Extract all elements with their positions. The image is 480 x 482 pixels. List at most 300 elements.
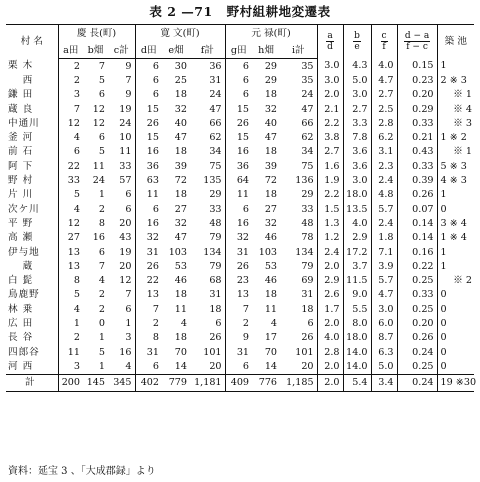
village-name: 河 西 — [8, 360, 34, 372]
table-cell: 79 — [209, 232, 222, 244]
table-cell: 6 — [225, 359, 252, 374]
table-cell: 20 — [119, 260, 132, 272]
table-cell: 136 — [295, 175, 314, 187]
table-cell: 18 — [264, 189, 278, 201]
table-cell: 2.6 — [317, 288, 343, 302]
header-i-total: i計 — [280, 42, 317, 59]
header-h-field: h畑 — [252, 42, 280, 59]
pond-cell: ※ 1 — [437, 88, 474, 102]
table-cell: 43 — [119, 232, 132, 244]
table-cell: 47 — [174, 132, 188, 144]
table-cell: 31 — [209, 289, 222, 301]
table-cell: 7.8 — [343, 130, 371, 144]
table-cell: 32 — [174, 103, 188, 115]
table-cell: 0.26 — [397, 331, 437, 345]
table-cell: 57 — [119, 175, 132, 187]
table-cell: 1 — [125, 317, 132, 329]
table-cell: 53 — [264, 260, 278, 272]
header-keicho: 慶 長(町) — [58, 25, 135, 43]
pond-cell: 0 — [437, 316, 474, 330]
village-name: 釜 河 — [8, 132, 34, 144]
table-cell: 31 — [225, 345, 252, 359]
table-cell: 6 — [225, 73, 252, 87]
table-cell: 22 — [58, 159, 83, 173]
village-name: 蔵 良 — [8, 103, 34, 115]
table-cell: 134 — [203, 246, 222, 258]
table-cell: 0.14 — [397, 216, 437, 230]
table-cell: 75 — [301, 160, 314, 172]
table-cell: 200 — [58, 374, 83, 391]
table-cell: 6 — [135, 88, 162, 102]
table-cell: 7 — [98, 260, 105, 272]
table-cell: 13 — [58, 259, 83, 273]
table-cell: 24 — [92, 175, 105, 187]
table-cell: 6 — [135, 73, 162, 87]
table-cell: 0.25 — [397, 273, 437, 287]
table-cell: 145 — [83, 374, 108, 391]
table-cell: 103 — [258, 246, 278, 258]
village-name: 鳥鹿野 — [8, 289, 40, 301]
table-cell: 31 — [225, 245, 252, 259]
table-cell: 6.2 — [371, 130, 397, 144]
table-cell: 3.0 — [343, 173, 371, 187]
table-cell: 0.25 — [397, 359, 437, 374]
table-cell: 64 — [225, 173, 252, 187]
table-cell: 7 — [225, 302, 252, 316]
table-cell: 2.5 — [371, 102, 397, 116]
table-title — [0, 2, 480, 20]
pond-cell: 5 ※ 3 — [437, 159, 474, 173]
pond-cell: 1 ※ 4 — [437, 231, 474, 245]
table-cell: 18 — [264, 289, 278, 301]
table-cell: 26 — [225, 259, 252, 273]
table-cell: 11 — [225, 188, 252, 202]
table-cell: 1.7 — [317, 302, 343, 316]
table-cell: 0.21 — [397, 130, 437, 144]
table-cell: 31 — [209, 74, 222, 86]
table-cell: 18 — [174, 289, 188, 301]
table-cell: 14 — [174, 360, 188, 372]
table-cell: 31 — [135, 245, 162, 259]
table-cell: 5 — [58, 188, 83, 202]
village-name: 片 川 — [8, 189, 34, 201]
table-cell: 18 — [174, 332, 188, 344]
source-note: 資料：延宝 3 、「大成郡録」より — [8, 466, 156, 477]
table-cell: 3 — [58, 88, 83, 102]
table-cell: 6 — [225, 88, 252, 102]
table-row — [6, 359, 474, 374]
table-cell: 3.7 — [343, 259, 371, 273]
pond-cell: 19 ※30 — [437, 374, 474, 391]
table-cell: 5.0 — [371, 359, 397, 374]
table-cell: 18 — [301, 303, 314, 315]
table-cell: 29 — [301, 189, 314, 201]
table-cell: 53 — [174, 260, 188, 272]
table-cell: 4.0 — [371, 59, 397, 74]
table-cell: 1 — [98, 189, 105, 201]
table-cell: 23 — [225, 273, 252, 287]
table-cell: 0.33 — [397, 159, 437, 173]
table-cell: 2.9 — [343, 231, 371, 245]
table-cell: 779 — [162, 374, 190, 391]
table-cell: 18.0 — [343, 331, 371, 345]
table-cell: 47 — [264, 132, 278, 144]
pond-cell: 1 — [437, 59, 474, 74]
table-cell: 18 — [174, 189, 188, 201]
table-row — [6, 188, 474, 202]
table-cell: 3 — [125, 332, 132, 344]
table-cell: 5.4 — [343, 374, 371, 391]
pond-cell: ※ 3 — [437, 116, 474, 130]
village-name: 高 瀬 — [8, 232, 34, 244]
table-row — [6, 216, 474, 230]
table-cell: 47 — [301, 103, 314, 115]
table-cell: 46 — [264, 232, 278, 244]
table-cell: 30 — [174, 60, 188, 72]
table-row — [6, 173, 474, 187]
table-cell: 0.43 — [397, 145, 437, 159]
table-cell: 5.0 — [343, 73, 371, 87]
table-cell: 26 — [301, 332, 314, 344]
header-ratio-ad: $\frac{a}{d}$ — [317, 25, 343, 59]
table-row — [6, 59, 474, 74]
table-cell: 32 — [264, 217, 278, 229]
table-cell: 17 — [264, 332, 278, 344]
table-cell: 70 — [264, 346, 278, 358]
table-row — [6, 316, 474, 330]
table-cell: 3.6 — [343, 145, 371, 159]
header-kanbun: 寛 文(町) — [135, 25, 225, 43]
table-cell: 5.5 — [343, 302, 371, 316]
table-cell: 27 — [58, 231, 83, 245]
table-cell: 2.9 — [317, 273, 343, 287]
table-cell: 4 — [58, 130, 83, 144]
table-cell: 14 — [264, 360, 278, 372]
table-cell: 2.0 — [317, 88, 343, 102]
table-cell: 6 — [135, 359, 162, 374]
table-cell: 2.7 — [371, 88, 397, 102]
table-cell: 5 — [98, 74, 105, 86]
table-cell: 7 — [125, 289, 132, 301]
header-e-field: e畑 — [162, 42, 190, 59]
table-cell: 79 — [209, 260, 222, 272]
table-cell: 24 — [119, 117, 132, 129]
table-cell: 2 — [98, 303, 105, 315]
table-cell: 6 — [135, 202, 162, 216]
table-cell: 6 — [225, 59, 252, 74]
table-row — [6, 345, 474, 359]
table-cell: 1.3 — [317, 216, 343, 230]
table-cell: 3.4 — [371, 374, 397, 391]
table-cell: 101 — [203, 346, 222, 358]
table-cell: 3.1 — [371, 145, 397, 159]
table-cell: 33 — [58, 173, 83, 187]
table-cell: 35 — [301, 60, 314, 72]
header-c-total: c計 — [108, 42, 135, 59]
table-row — [6, 302, 474, 316]
table-cell: 34 — [301, 146, 314, 158]
table-cell: 26 — [135, 116, 162, 130]
table-cell: 75 — [209, 160, 222, 172]
table-cell: 26 — [135, 259, 162, 273]
table-cell: 33 — [301, 203, 314, 215]
village-name: 前 石 — [8, 146, 34, 158]
table-cell: 0.25 — [397, 302, 437, 316]
table-cell: 5.7 — [371, 273, 397, 287]
table-cell: 2.1 — [317, 102, 343, 116]
table-cell: 2 — [135, 316, 162, 330]
table-cell: 4.3 — [343, 59, 371, 74]
table-cell: 2 — [98, 203, 105, 215]
table-cell: 4 — [98, 275, 105, 287]
table-cell: 32 — [174, 217, 188, 229]
table-cell: 46 — [174, 275, 188, 287]
table-cell: 0.20 — [397, 88, 437, 102]
table-cell: 8.7 — [371, 331, 397, 345]
table-cell: 11 — [58, 345, 83, 359]
table-cell: 11 — [174, 303, 188, 315]
table-cell: 1.2 — [317, 231, 343, 245]
table-cell: 12 — [92, 117, 105, 129]
table-cell: 40 — [174, 117, 188, 129]
table-cell: 32 — [135, 231, 162, 245]
table-cell: 13 — [225, 288, 252, 302]
table-cell: 19 — [119, 246, 132, 258]
table-cell: 68 — [209, 275, 222, 287]
table-cell: 16 — [135, 216, 162, 230]
table-cell: 6 — [225, 202, 252, 216]
table-cell: 2.0 — [317, 374, 343, 391]
header-ratio-growth: $\frac{d - a}{f - c}$ — [397, 25, 437, 59]
table-cell: 0.16 — [397, 245, 437, 259]
pond-cell: 1 ※ 2 — [437, 130, 474, 144]
table-cell: 2 — [98, 289, 105, 301]
header-d-paddy: d田 — [135, 42, 162, 59]
table-cell: 15 — [225, 102, 252, 116]
table-cell: 63 — [135, 173, 162, 187]
table-cell: 8 — [135, 331, 162, 345]
table-cell: 409 — [225, 374, 252, 391]
table-cell: 2.0 — [317, 259, 343, 273]
table-cell: 16 — [119, 346, 132, 358]
table-row — [6, 102, 474, 116]
table-cell: 1,185 — [280, 374, 317, 391]
table-cell: 6.0 — [371, 316, 397, 330]
table-cell: 1.8 — [371, 231, 397, 245]
table-cell: 2.8 — [317, 345, 343, 359]
table-cell: 72 — [264, 175, 278, 187]
village-name: 林 乗 — [8, 303, 34, 315]
village-name: 蔵 — [8, 260, 34, 272]
table-cell: 0.20 — [397, 316, 437, 330]
table-row — [6, 88, 474, 102]
header-ratio-cf: $\frac{c}{f}$ — [371, 25, 397, 59]
village-name: 伊与地 — [8, 246, 40, 258]
table-cell: 15 — [135, 130, 162, 144]
table-cell: 2.3 — [371, 159, 397, 173]
header-pond: 築 池 — [437, 25, 474, 59]
table-cell: 66 — [301, 117, 314, 129]
table-cell: 3.0 — [317, 59, 343, 74]
table-cell: 18 — [264, 89, 278, 101]
pond-cell: ※ 2 — [437, 273, 474, 287]
pond-cell: 1 — [437, 188, 474, 202]
table-cell: 70 — [174, 346, 188, 358]
table-cell: 11.5 — [343, 273, 371, 287]
table-cell: 48 — [209, 217, 222, 229]
table-cell: 4.0 — [343, 216, 371, 230]
table-cell: 6 — [98, 246, 105, 258]
table-cell: 18 — [174, 89, 188, 101]
table-row — [6, 288, 474, 302]
pond-cell: 4 ※ 3 — [437, 173, 474, 187]
table-cell: 17.2 — [343, 245, 371, 259]
table-row — [6, 159, 474, 173]
village-name: 長 谷 — [8, 332, 34, 344]
table-cell: 1.6 — [317, 159, 343, 173]
pond-cell: 1 — [437, 245, 474, 259]
table-cell: 4.7 — [371, 73, 397, 87]
table-cell: 0.23 — [397, 73, 437, 87]
table-cell: 27 — [264, 203, 278, 215]
table-cell: 29 — [264, 60, 278, 72]
table-cell: 2.2 — [317, 188, 343, 202]
table-row — [6, 130, 474, 144]
table-cell: 14.0 — [343, 359, 371, 374]
table-cell: 10 — [119, 132, 132, 144]
table-cell: 9 — [125, 89, 132, 101]
table-body — [6, 59, 474, 375]
pond-cell: 0 — [437, 345, 474, 359]
table-cell: 5 — [58, 288, 83, 302]
table-cell: 6 — [307, 317, 314, 329]
pond-cell: 0 — [437, 331, 474, 345]
table-cell: 0 — [98, 317, 105, 329]
table-cell: 16 — [225, 145, 252, 159]
pond-cell: 1 — [437, 259, 474, 273]
table-cell: 0.26 — [397, 188, 437, 202]
table-cell: 24 — [209, 89, 222, 101]
table-cell: 24 — [301, 89, 314, 101]
table-cell: 26 — [225, 116, 252, 130]
table-cell: 11 — [264, 303, 278, 315]
table-cell: 3.0 — [343, 88, 371, 102]
table-cell: 36 — [209, 60, 222, 72]
pond-cell: 0 — [437, 202, 474, 216]
table-cell: 12 — [92, 103, 105, 115]
table-cell: 47 — [209, 103, 222, 115]
table-cell: 5 — [98, 346, 105, 358]
table-cell: 6 — [135, 59, 162, 74]
table-cell: 6 — [125, 303, 132, 315]
table-cell: 1 — [98, 360, 105, 372]
table-cell: 20 — [119, 217, 132, 229]
table-cell: 9 — [225, 331, 252, 345]
table-cell: 11 — [92, 160, 105, 172]
table-cell: 32 — [264, 103, 278, 115]
table-cell: 7 — [135, 302, 162, 316]
table-cell: 46 — [264, 275, 278, 287]
table-cell: 4 — [58, 202, 83, 216]
table-cell: 29 — [264, 74, 278, 86]
header-f-total: f計 — [190, 42, 225, 59]
table-cell: 8 — [98, 217, 105, 229]
header-genroku: 元 禄(町) — [225, 25, 317, 43]
table-cell: 4 — [180, 317, 188, 329]
table-cell: 0.29 — [397, 102, 437, 116]
table-cell: 7.1 — [371, 245, 397, 259]
pond-cell: 2 ※ 3 — [437, 73, 474, 87]
table-cell: 40 — [264, 117, 278, 129]
table-cell: 402 — [135, 374, 162, 391]
table-cell: 6 — [98, 132, 105, 144]
table-cell: 0.24 — [397, 374, 437, 391]
table-cell: 3.9 — [371, 259, 397, 273]
total-label: 計 — [6, 374, 58, 391]
table-cell: 18 — [209, 303, 222, 315]
table-cell: 8.0 — [343, 316, 371, 330]
table-cell: 0.07 — [397, 202, 437, 216]
table-cell: 11 — [135, 188, 162, 202]
village-name: 野 村 — [8, 175, 34, 187]
table-cell: 2.7 — [317, 145, 343, 159]
table-row — [6, 202, 474, 216]
village-name: 阿 下 — [8, 160, 34, 172]
table-cell: 103 — [168, 246, 188, 258]
table-cell: 72 — [174, 175, 188, 187]
table-cell: 1 — [98, 332, 105, 344]
table-cell: 7 — [98, 60, 105, 72]
table-cell: 36 — [225, 159, 252, 173]
table-cell: 36 — [135, 159, 162, 173]
table-cell: 39 — [264, 160, 278, 172]
header-g-paddy: g田 — [225, 42, 252, 59]
table-cell: 9.0 — [343, 288, 371, 302]
table-cell: 2 — [225, 316, 252, 330]
table-cell: 135 — [203, 175, 222, 187]
table-cell: 47 — [174, 232, 188, 244]
table-cell: 0.33 — [397, 288, 437, 302]
table-cell: 62 — [301, 132, 314, 144]
table-cell: 2.7 — [343, 102, 371, 116]
table-cell: 18 — [264, 146, 278, 158]
table-row — [6, 231, 474, 245]
table-cell: 15 — [135, 102, 162, 116]
table-cell: 16 — [92, 232, 105, 244]
table-cell: 3.6 — [343, 159, 371, 173]
table-cell: 33 — [119, 160, 132, 172]
table-cell: 5 — [98, 146, 105, 158]
table-cell: 0.24 — [397, 345, 437, 359]
table-cell: 2.4 — [371, 173, 397, 187]
table-cell: 48 — [301, 217, 314, 229]
table-cell: 3.8 — [317, 130, 343, 144]
table-cell: 0.39 — [397, 173, 437, 187]
table-cell: 7 — [58, 102, 83, 116]
table-cell: 12 — [58, 216, 83, 230]
village-name: 西 — [8, 74, 34, 86]
table-cell: 79 — [301, 260, 314, 272]
table-cell: 12 — [119, 275, 132, 287]
table-cell: 8 — [58, 273, 83, 287]
village-name: 四郎谷 — [8, 346, 40, 358]
table-cell: 11 — [119, 146, 132, 158]
village-name: 平 野 — [8, 217, 34, 229]
table-cell: 1.9 — [317, 173, 343, 187]
table-cell: 16 — [225, 216, 252, 230]
table-cell: 2.4 — [317, 245, 343, 259]
table-cell: 78 — [301, 232, 314, 244]
